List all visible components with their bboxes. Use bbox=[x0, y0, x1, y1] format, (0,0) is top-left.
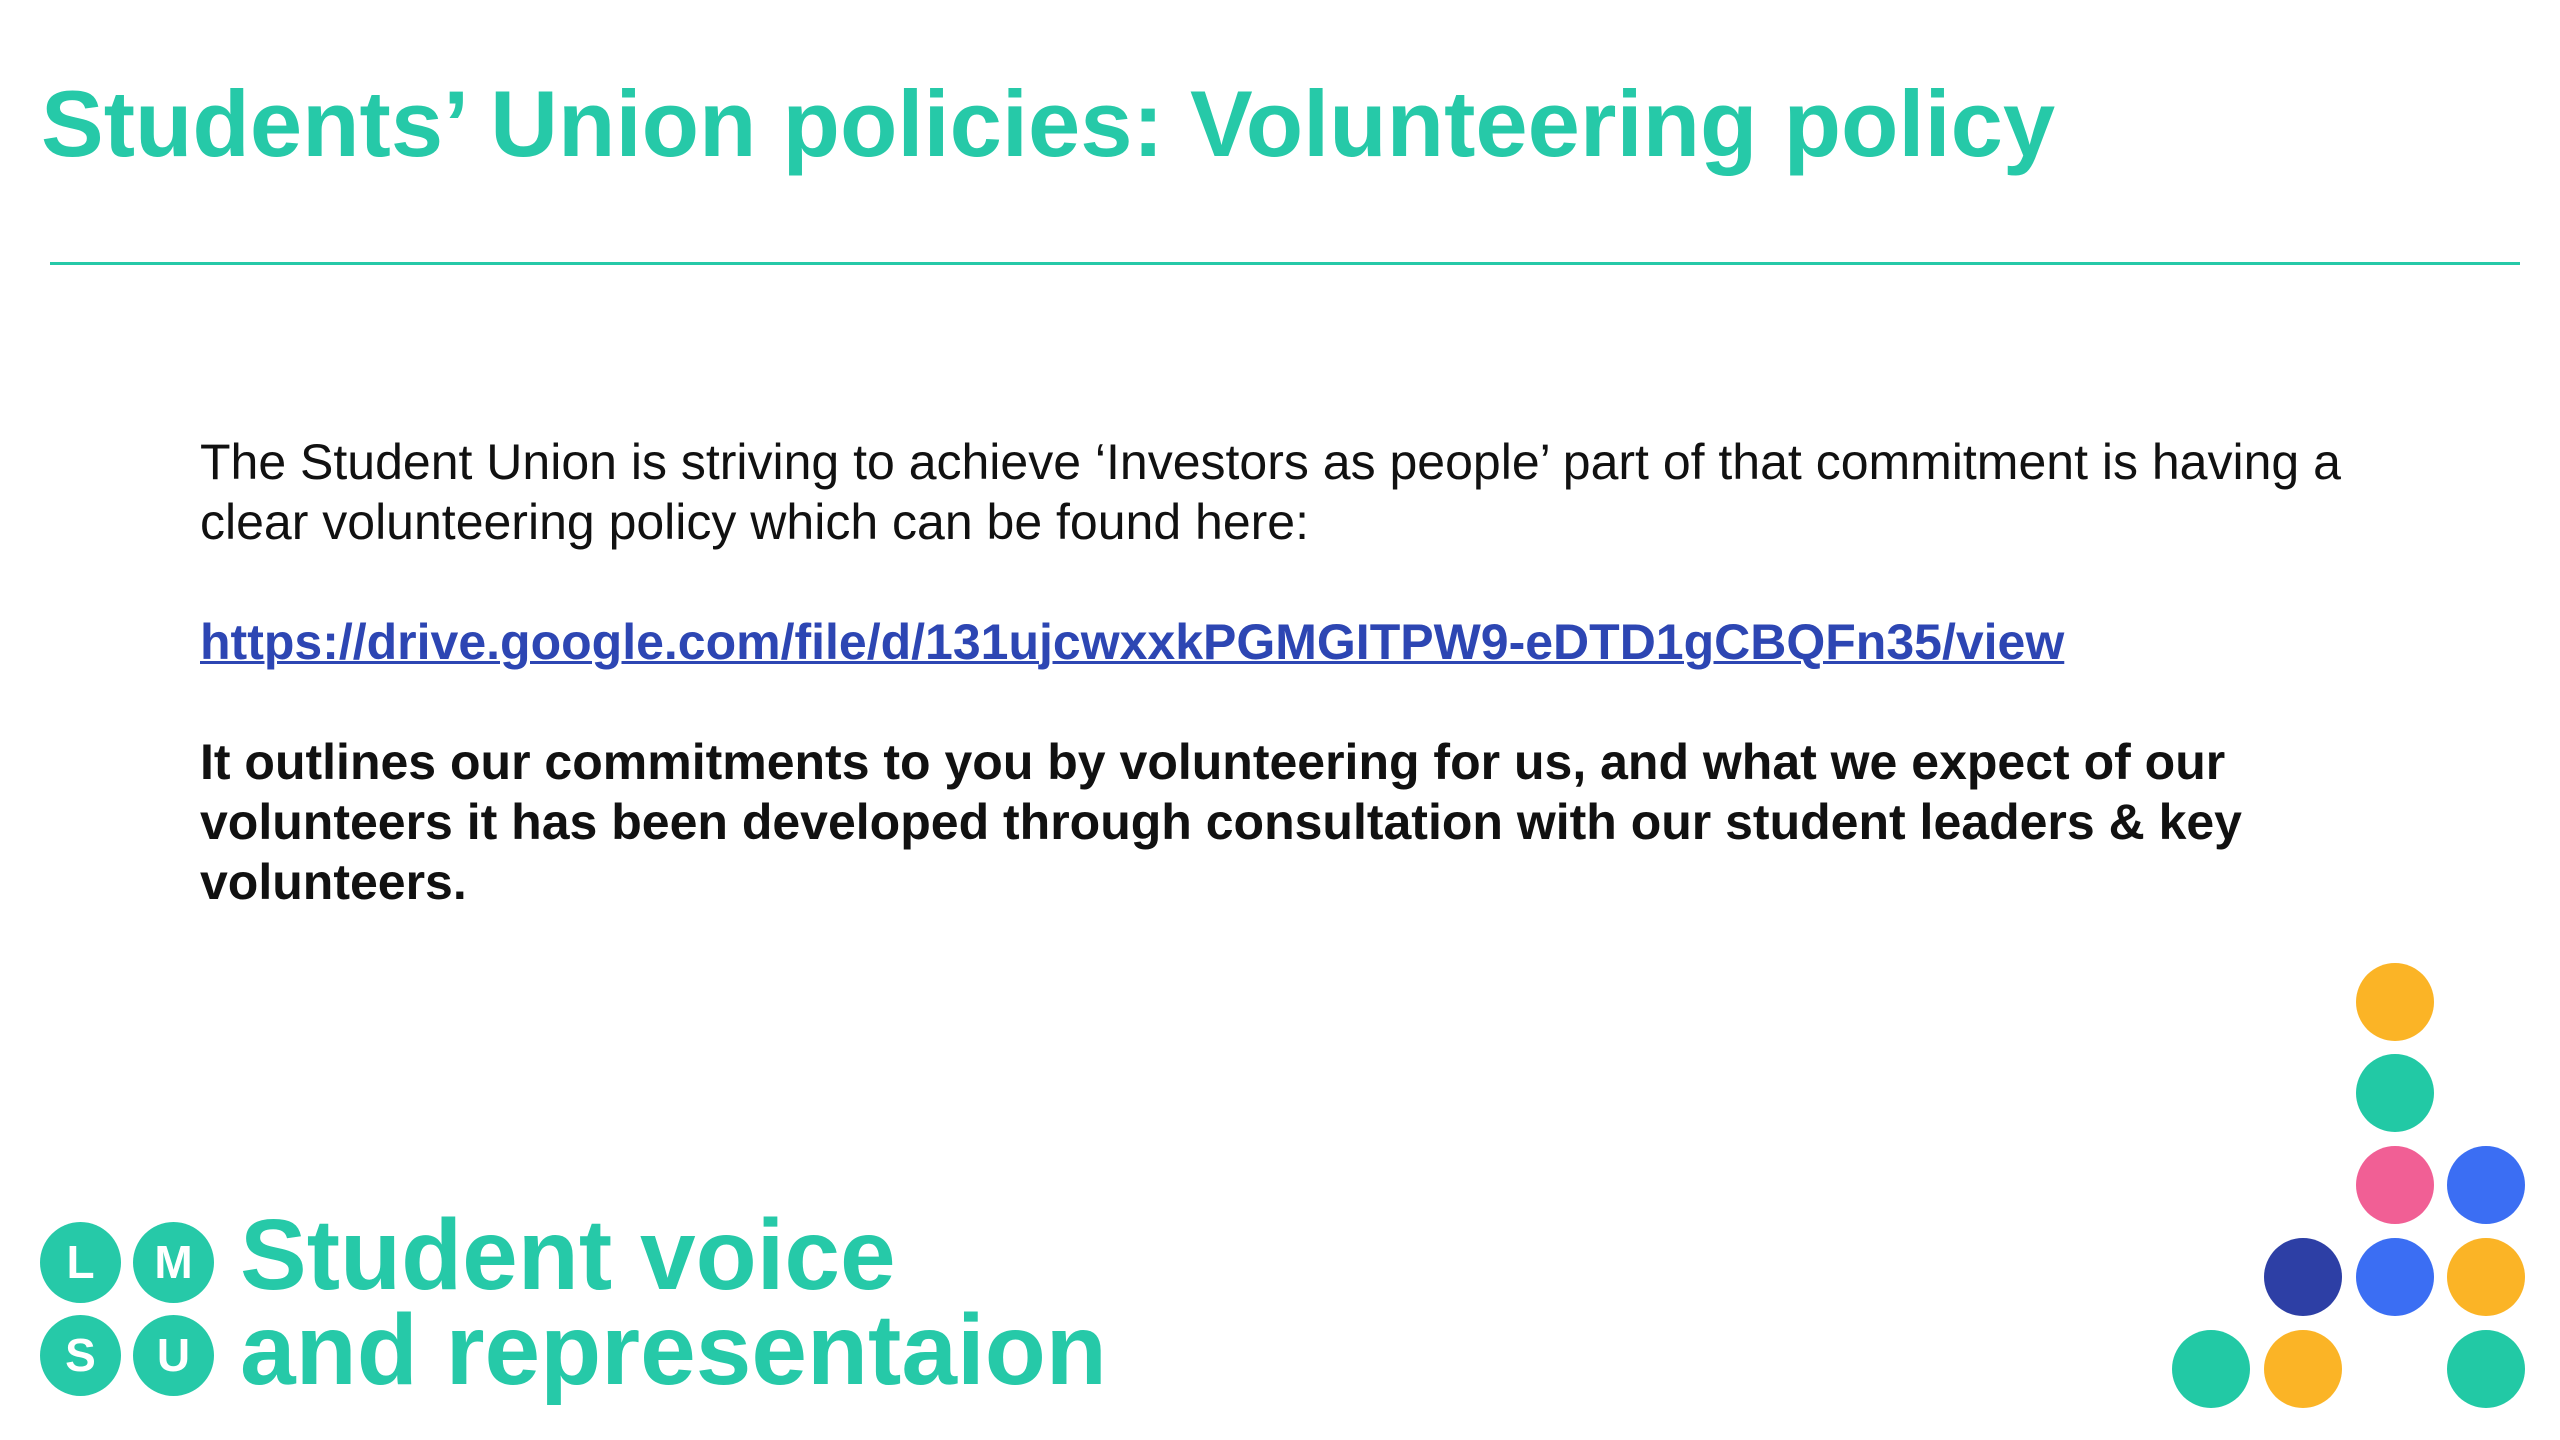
logo-badge-m: M bbox=[133, 1222, 214, 1303]
dot-yellow-right bbox=[2447, 1238, 2525, 1316]
title-divider bbox=[50, 262, 2520, 265]
dot-teal-right bbox=[2447, 1330, 2525, 1408]
outline-paragraph: It outlines our commitments to you by volunteering for us, and what we expect of our volunteers it has been developed through consultation with our student leaders & key volunteers. bbox=[200, 734, 2242, 910]
dot-navy bbox=[2264, 1238, 2342, 1316]
slide-title: Students’ Union policies: Volunteering policy bbox=[41, 71, 2056, 176]
tagline-line-1: Student voice bbox=[240, 1199, 896, 1311]
slide-body bbox=[200, 432, 2400, 912]
tagline-line-2: and representaion bbox=[240, 1294, 1107, 1406]
logo-badge-s: S bbox=[40, 1315, 121, 1396]
policy-link[interactable]: https://drive.google.com/file/d/131ujcwxxkPGMGITPW9-eDTD1gCBQFn35/view bbox=[200, 614, 2065, 670]
logo-badge-u: U bbox=[133, 1315, 214, 1396]
dot-yellow-top bbox=[2356, 963, 2434, 1041]
dot-yellow-bottom bbox=[2264, 1330, 2342, 1408]
dot-blue-right bbox=[2447, 1146, 2525, 1224]
dot-blue-center bbox=[2356, 1238, 2434, 1316]
dot-teal-left bbox=[2172, 1330, 2250, 1408]
footer-tagline bbox=[240, 1199, 1107, 1406]
dot-teal-upper bbox=[2356, 1054, 2434, 1132]
logo-badge-l: L bbox=[40, 1222, 121, 1303]
intro-paragraph: The Student Union is striving to achieve ‘Investors as people’ part of that commitment is having a clear volunteering policy which can be found here: bbox=[200, 434, 2341, 550]
dot-pink bbox=[2356, 1146, 2434, 1224]
